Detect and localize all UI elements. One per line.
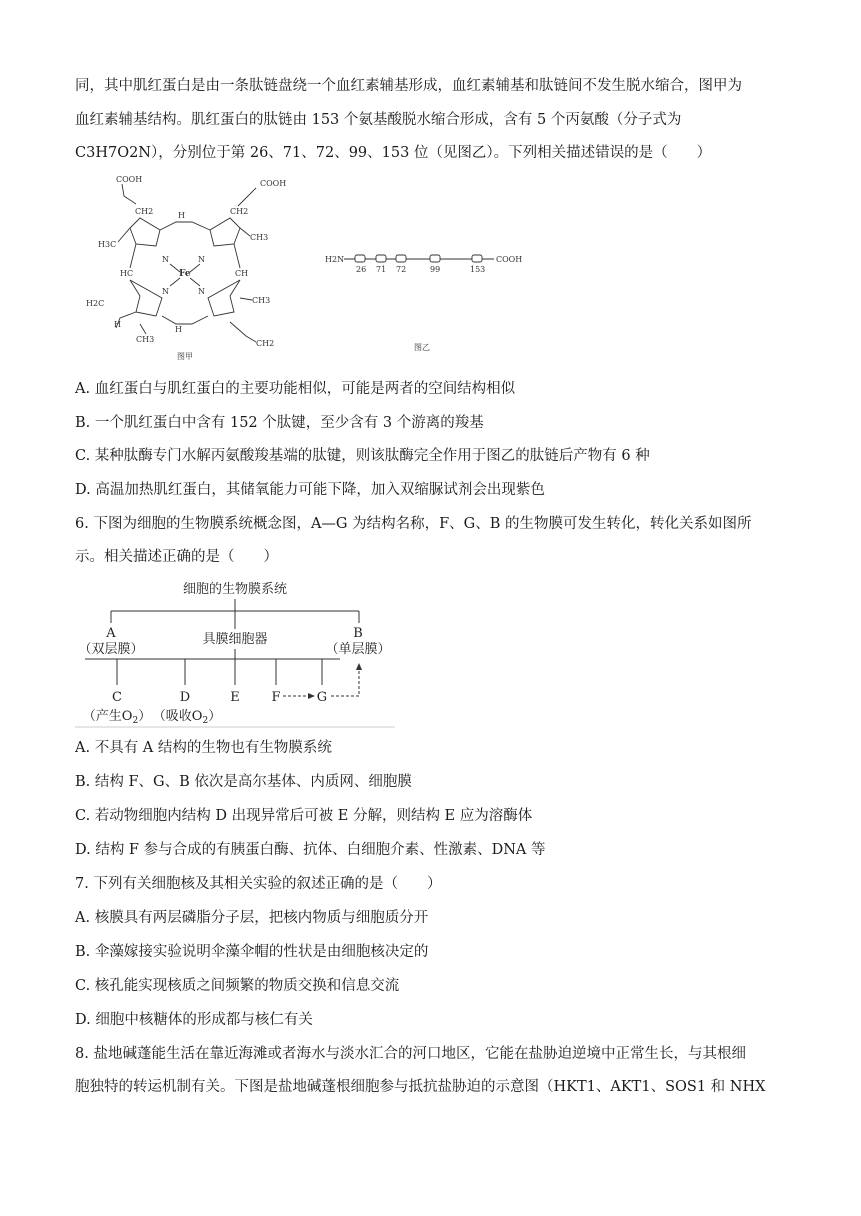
ch2-b-label: CH2	[230, 207, 249, 216]
node-c: C	[112, 690, 122, 705]
chain-start-label: H2N	[325, 255, 345, 264]
q6-option-b: B. 结构 F、G、B 依次是高尔基体、内质网、细胞膜	[75, 774, 412, 790]
q8-stem-line-2: 胞独特的转运机制有关。下图是盐地碱蓬根细胞参与抵抗盐胁迫的示意图（HKT1、AKT1、SOS1 和 NHX	[75, 1079, 766, 1095]
cooh-left-label: COOH	[116, 175, 143, 184]
h2c-label: H2C	[86, 299, 105, 308]
ch2-a-label: CH2	[135, 207, 154, 216]
node-a-note: （双层膜）	[78, 642, 144, 657]
h-top-label: H	[178, 211, 185, 220]
q6-option-c: C. 若动物细胞内结构 D 出现异常后可被 E 分解，则结构 E 应为溶酶体	[75, 808, 533, 824]
q5-option-b: B. 一个肌红蛋白中含有 152 个肽键，至少含有 3 个游离的羧基	[75, 415, 484, 431]
fe-label: Fe	[179, 269, 191, 279]
n1-label: N	[162, 255, 169, 264]
q5-option-d: D. 高温加热肌红蛋白，其储氧能力可能下降，加入双缩脲试剂会出现紫色	[75, 482, 545, 498]
node-b-note: （单层膜）	[325, 642, 391, 657]
cooh-right-label: COOH	[260, 179, 287, 188]
q8-stem-line-1: 8. 盐地碱蓬能生活在靠近海滩或者海水与淡水汇合的河口地区，它能在盐胁迫逆境中正常生长，与其根细	[75, 1046, 746, 1062]
q5-option-c: C. 某种肽酶专门水解丙氨酸羧基端的肽键，则该肽酶完全作用于图乙的肽链后产物有 6 种	[75, 448, 650, 464]
node-f: F	[271, 690, 281, 705]
node-b: B	[353, 626, 363, 641]
figure-a-caption: 图甲	[177, 352, 193, 361]
q7-option-c: C. 核孔能实现核质之间频繁的物质交换和信息交流	[75, 978, 400, 994]
h-left-label: H	[114, 320, 121, 329]
chain-residues	[344, 255, 494, 262]
q6-stem-line-1: 6. 下图为细胞的生物膜系统概念图，A—G 为结构名称，F、G、B 的生物膜可发生转化，转化关系如图所	[75, 516, 752, 532]
figure-b-caption: 图乙	[414, 343, 430, 352]
ch3-right-label: CH3	[250, 233, 269, 242]
position-99: 99	[430, 265, 441, 274]
position-72: 72	[396, 265, 407, 274]
ch2-end-label: CH2	[256, 339, 275, 348]
q7-stem: 7. 下列有关细胞核及其相关实验的叙述正确的是（ ）	[75, 876, 442, 892]
ch3-bottom-label: CH3	[136, 335, 155, 344]
peptide-chain-figure	[320, 246, 540, 356]
q5-option-a: A. 血红蛋白与肌红蛋白的主要功能相似，可能是两者的空间结构相似	[75, 381, 516, 397]
node-mid: 具膜细胞器	[202, 632, 268, 647]
n3-label: N	[162, 287, 169, 296]
h3c-label: H3C	[98, 240, 117, 249]
n4-label: N	[198, 287, 205, 296]
position-26: 26	[356, 265, 367, 274]
q7-option-a: A. 核膜具有两层磷脂分子层，把核内物质与细胞质分开	[75, 910, 429, 926]
q5-stem-line-3: C3H7O2N），分别位于第 26、71、72、99、153 位（见图乙）。下列相关描述错误的是（ ）	[75, 145, 712, 161]
q5-stem-line-1: 同，其中肌红蛋白是由一条肽链盘绕一个血红素辅基形成，血红素辅基和肽链间不发生脱水缩合，图甲为	[75, 78, 742, 94]
position-153: 153	[470, 265, 486, 274]
node-e: E	[230, 690, 240, 705]
ch3-right2-label: CH3	[252, 296, 271, 305]
heme-structure-figure	[80, 172, 287, 362]
q6-option-a: A. 不具有 A 结构的生物也有生物膜系统	[75, 740, 332, 756]
q7-option-d: D. 细胞中核糖体的形成都与核仁有关	[75, 1012, 313, 1028]
h-bottom-label: H	[175, 325, 182, 334]
hc-label: HC	[120, 269, 134, 278]
diagram-root: 细胞的生物膜系统	[182, 582, 288, 597]
q7-option-b: B. 伞藻嫁接实验说明伞藻伞帽的性状是由细胞核决定的	[75, 944, 429, 960]
position-71: 71	[376, 265, 387, 274]
node-a: A	[106, 626, 116, 641]
membrane-system-diagram	[75, 575, 395, 730]
ch-label: CH	[235, 269, 249, 278]
chain-end-label: COOH	[496, 255, 523, 264]
node-d: D	[179, 690, 191, 705]
q5-stem-line-2: 血红素辅基结构。肌红蛋白的肽链由 153 个氨基酸脱水缩合形成，含有 5 个丙氨酸（分子式为	[75, 112, 682, 128]
q6-stem-line-2: 示。相关描述正确的是（ ）	[75, 549, 278, 565]
q6-option-d: D. 结构 F 参与合成的有胰蛋白酶、抗体、白细胞介素、性激素、DNA 等	[75, 842, 546, 858]
node-d-note: （吸收$O_2$）	[152, 709, 222, 726]
n2-label: N	[198, 255, 205, 264]
node-c-note: （产生$O_2$）	[82, 709, 152, 726]
node-g: G	[316, 690, 328, 705]
